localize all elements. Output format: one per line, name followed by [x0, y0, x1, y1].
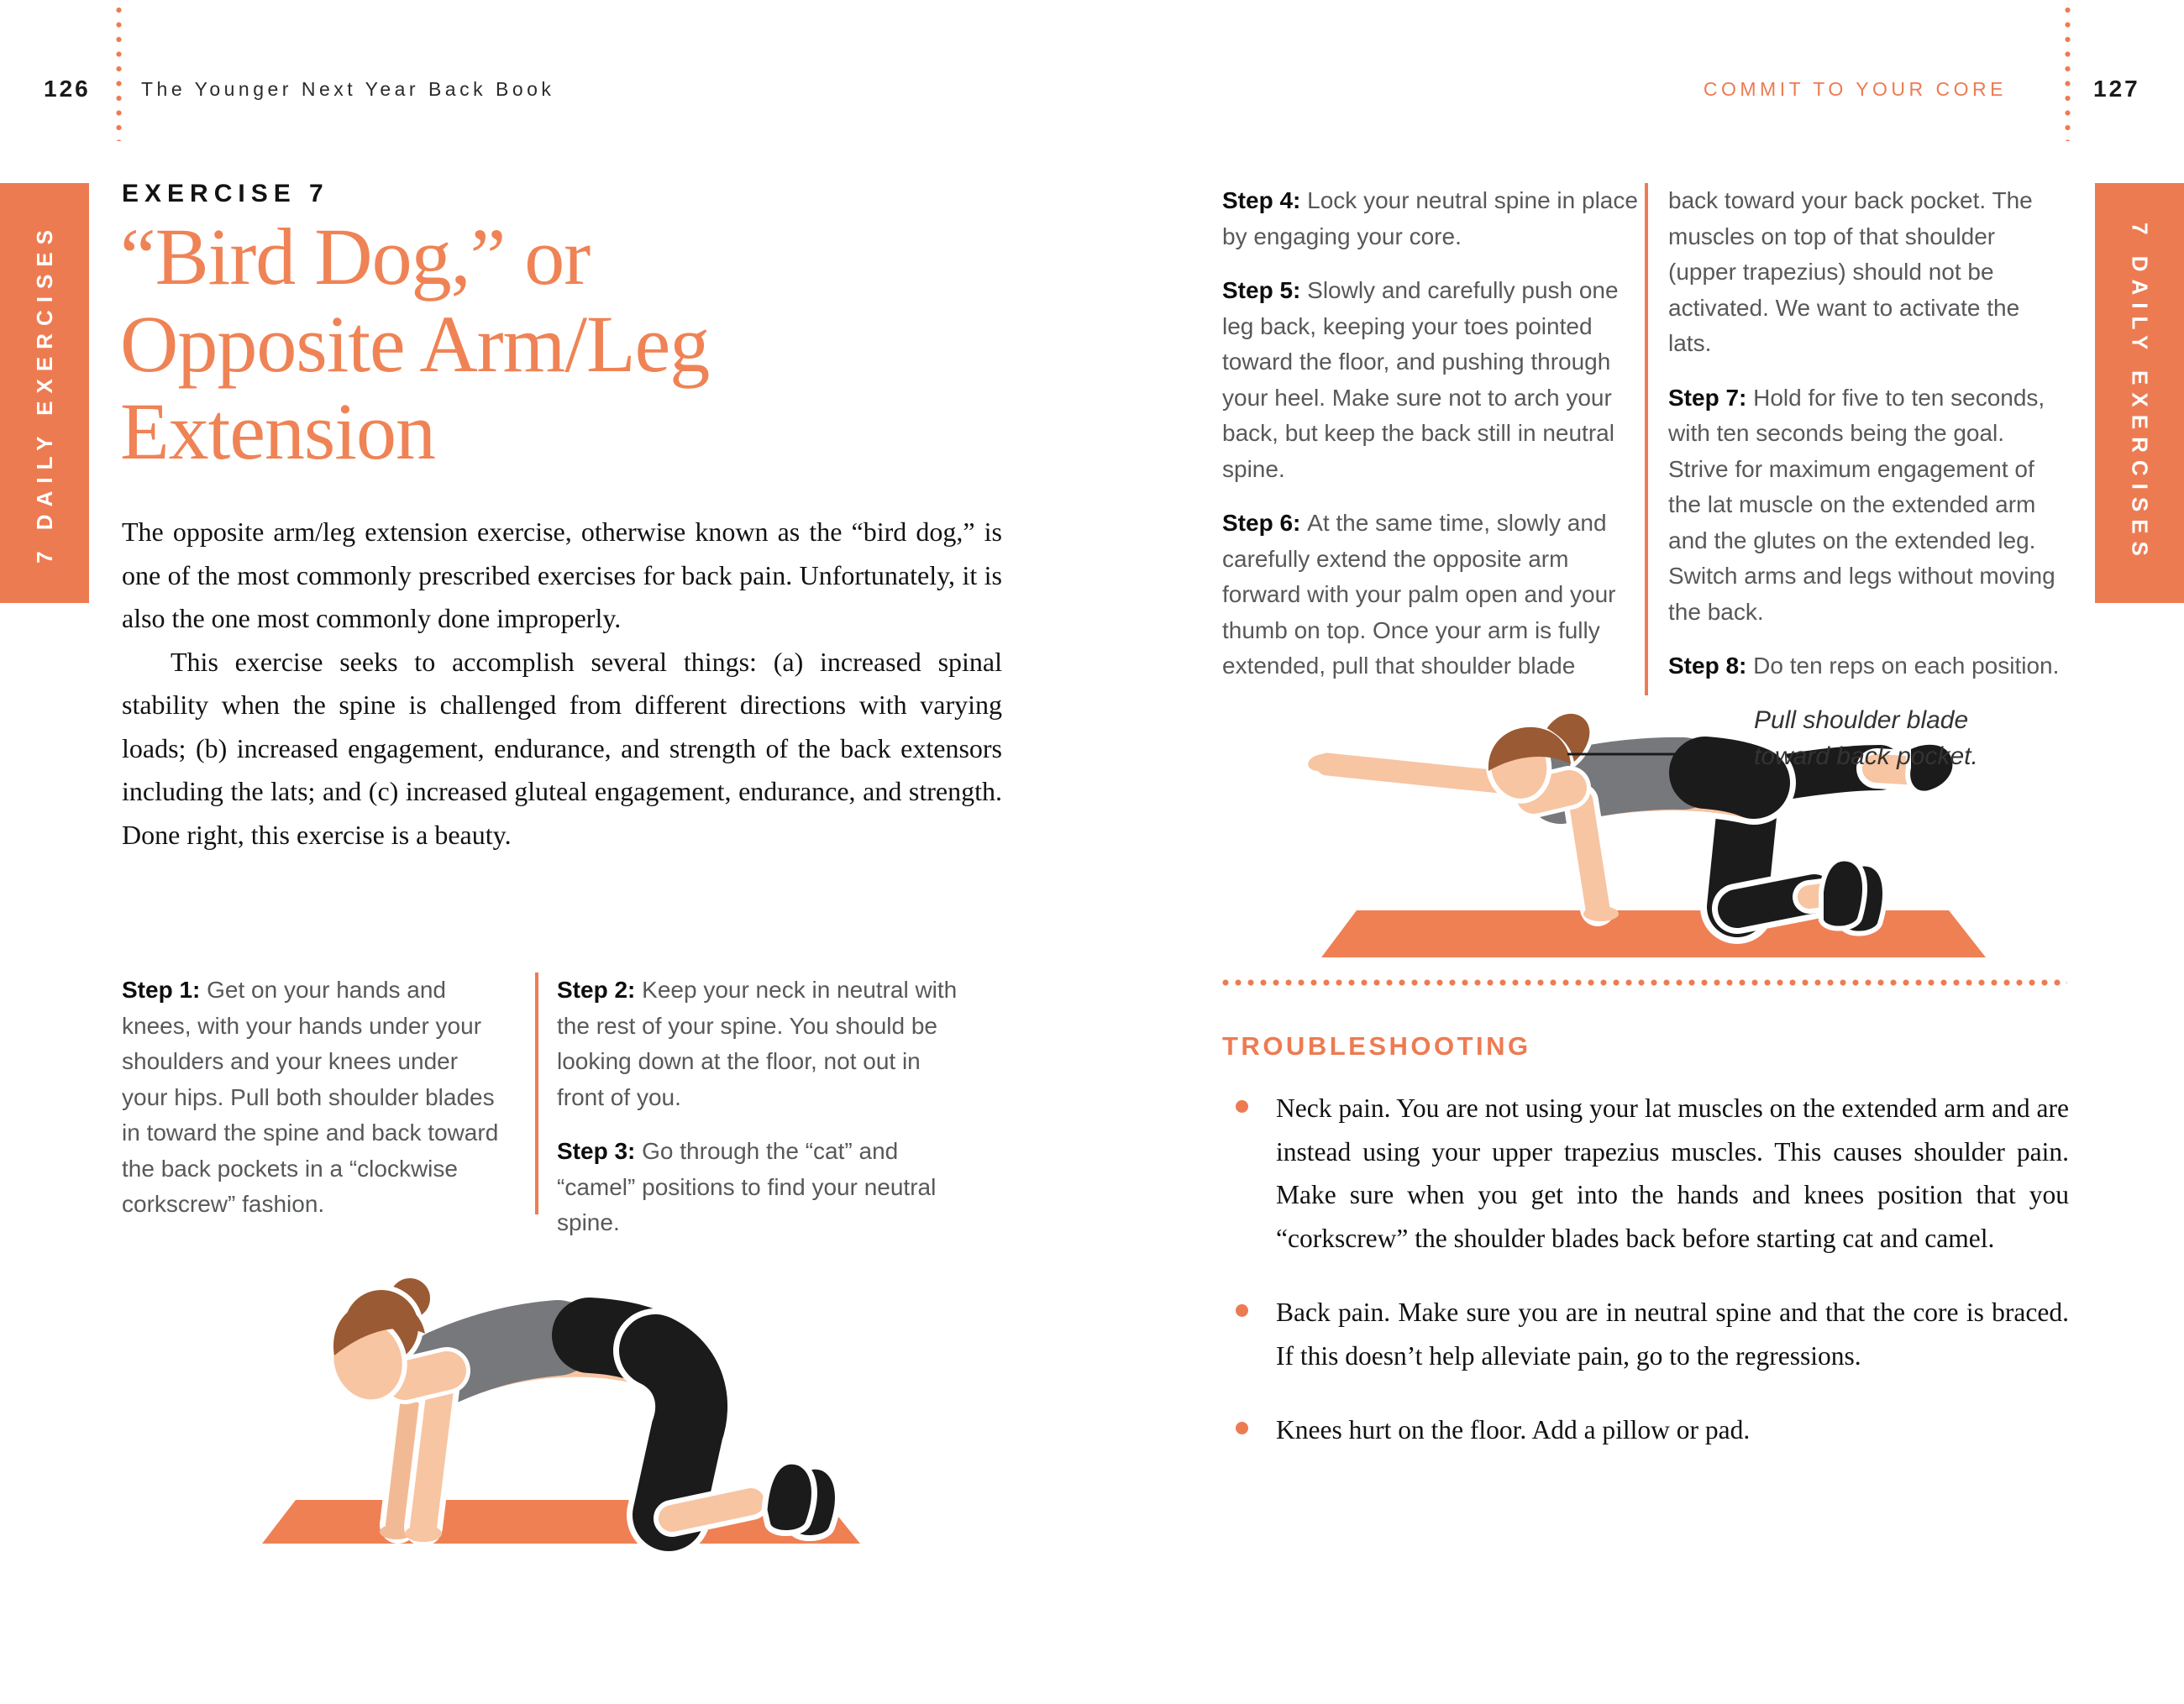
- troubleshooting-heading: TROUBLESHOOTING: [1222, 1031, 1531, 1061]
- exercise-title-line-1: “Bird Dog,” or: [120, 212, 591, 301]
- sidebar-tab-left-label: 7 DAILY EXERCISES: [31, 223, 57, 564]
- list-item: [1222, 1408, 2069, 1452]
- list-item: [1222, 1291, 2069, 1377]
- intro-text: [122, 511, 1002, 857]
- intro-paragraph-2: This exercise seeks to accomplish several things: (a) increased spinal stability when the spine is challenged from different directions with varying loads; (b) increased engagement, endurance, and strength of the back extensors including the lats; and (c) increased gluteal engagement, endurance, and strength. Done right, this exercise is a beauty.: [122, 646, 1002, 850]
- quadruped-pose-illustration: [237, 1248, 892, 1601]
- dotted-separator-right: [2065, 7, 2071, 141]
- step-5: [1222, 273, 1640, 487]
- bullet-text-back-pain: Back pain. Make sure you are in neutral spine and that the core is braced. If this doesn’t help alleviate pain, go to the regressions.: [1276, 1298, 2069, 1371]
- step-6: [1222, 506, 1640, 684]
- exercise-title-line-3: Extension: [120, 386, 435, 476]
- steps-4-8: [1222, 183, 2062, 703]
- step-1-label: Step 1:: [122, 977, 207, 1003]
- exercise-title-line-2: Opposite Arm/Leg: [120, 299, 710, 389]
- list-item: [1222, 1087, 2069, 1260]
- step-4-text: Lock your neutral spine in place by engaging your core.: [1222, 187, 1638, 249]
- step-6-continuation-text: back toward your back pocket. The muscles on top of that shoulder (upper trapezius) should not be activated. We want to activate the lats.: [1668, 187, 2033, 356]
- step-6-label: Step 6:: [1222, 510, 1308, 536]
- step-6-continuation: [1668, 183, 2061, 362]
- steps-column-3: [1222, 183, 1640, 703]
- running-title-right: COMMIT TO YOUR CORE: [1703, 78, 2007, 100]
- steps-column-2: [557, 973, 965, 1260]
- bullet-text-neck-pain: Neck pain. You are not using your lat muscles on the extended arm and are instead using your upper trapezius muscles. This causes shoulder pain. Make sure when you get into the hands and knees position that you “corkscrew” the shoulder blades back before starting cat and camel.: [1276, 1093, 2069, 1253]
- step-8: [1668, 648, 2061, 684]
- step-1-text: Get on your hands and knees, with your hands under your shoulders and your knees under your hips. Pull both shoulder blades in toward the spine and back toward the back pockets in a “clockwise corkscrew” fashion.: [122, 977, 499, 1217]
- sidebar-tab-left: [0, 183, 89, 603]
- step-2-label: Step 2:: [557, 977, 643, 1003]
- step-4: [1222, 183, 1640, 254]
- bullet-text-knees: Knees hurt on the floor. Add a pillow or pad.: [1276, 1415, 1751, 1444]
- step-4-label: Step 4:: [1222, 187, 1308, 213]
- step-5-text: Slowly and carefully push one leg back, keeping your toes pointed toward the floor, and pushing through your heel. Make sure not to arch your back, but keep the back still in neutral spine.: [1222, 277, 1619, 482]
- step-8-label: Step 8:: [1668, 653, 1754, 679]
- troubleshooting-list: [1222, 1087, 2069, 1483]
- step-5-label: Step 5:: [1222, 277, 1308, 303]
- step-2-text: Keep your neck in neutral with the rest of your spine. You should be looking down at the floor, not out in front of you.: [557, 977, 958, 1110]
- column-divider: [535, 973, 538, 1214]
- step-3-label: Step 3:: [557, 1138, 643, 1164]
- step-6-text: At the same time, slowly and carefully extend the opposite arm forward with your palm open and your thumb on top. Once your arm is fully extended, pull that shoulder blade: [1222, 510, 1616, 679]
- step-1: [122, 973, 500, 1223]
- step-8-text: Do ten reps on each position.: [1753, 653, 2060, 679]
- step-7-label: Step 7:: [1668, 384, 1754, 411]
- dotted-rule: [1222, 979, 2067, 986]
- bullet-dot-icon: [1236, 1100, 1248, 1113]
- exercise-kicker: EXERCISE 7: [122, 180, 329, 207]
- arrow-icon: [1564, 742, 1724, 766]
- step-2: [557, 973, 965, 1115]
- sidebar-tab-right-label: 7 DAILY EXERCISES: [2127, 223, 2153, 564]
- step-3-text: Go through the “cat” and “camel” positions to find your neutral spine.: [557, 1138, 937, 1235]
- steps-column-4: [1668, 183, 2061, 703]
- page-number-left: 126: [44, 76, 91, 102]
- dotted-separator-left: [116, 7, 122, 141]
- bullet-dot-icon: [1236, 1304, 1248, 1317]
- sidebar-tab-right: [2095, 183, 2184, 603]
- intro-paragraph-1: The opposite arm/leg extension exercise, otherwise known as the “bird dog,” is one of the most commonly prescribed exercises for back pain. Unfortunately, it is also the one most commonly done improperly.: [122, 516, 1002, 633]
- exercise-title: [120, 213, 1011, 475]
- illustration-annotation: Pull shoulder blade toward back pocket.: [1754, 706, 1978, 770]
- column-divider: [1645, 183, 1648, 695]
- steps-1-3: [122, 973, 1002, 1260]
- steps-column-1: [122, 973, 500, 1260]
- bullet-dot-icon: [1236, 1422, 1248, 1434]
- page-number-right: 127: [2093, 76, 2140, 102]
- step-7-text: Hold for five to ten seconds, with ten seconds being the goal. Strive for maximum engagement of the lat muscle on the extended arm and the glutes on the extended leg. Switch arms and legs without moving the back.: [1668, 384, 2055, 625]
- step-3: [557, 1134, 965, 1241]
- running-title-left: The Younger Next Year Back Book: [141, 78, 555, 100]
- step-7: [1668, 380, 2061, 631]
